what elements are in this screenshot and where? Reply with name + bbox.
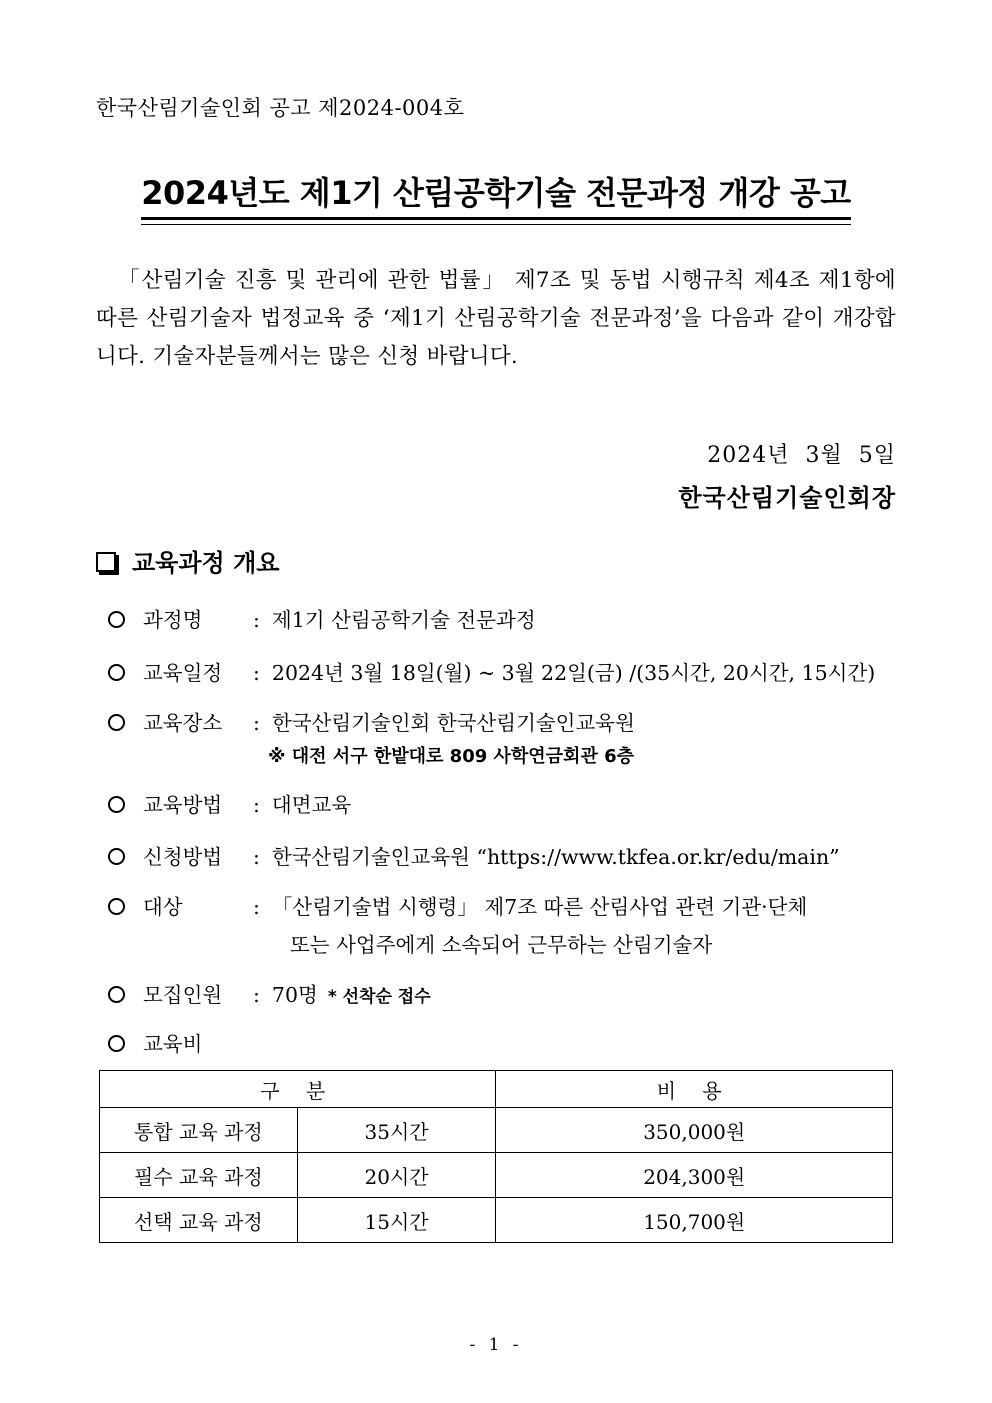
circle-bullet-icon xyxy=(108,796,125,813)
item-colon: : xyxy=(253,608,260,632)
item-application xyxy=(108,840,840,870)
header-cost: 비 용 xyxy=(496,1071,893,1108)
circle-bullet-icon xyxy=(108,1035,125,1052)
table-row xyxy=(100,1108,893,1153)
circle-bullet-icon xyxy=(108,848,125,865)
section-title: 교육과정 개요 xyxy=(132,549,280,577)
location-address: ※ 대전 서구 한밭대로 809 사학연금회관 6층 xyxy=(268,746,635,767)
item-colon: : xyxy=(253,983,260,1007)
fee-table-header xyxy=(100,1071,893,1108)
checkbox-square-icon xyxy=(96,552,116,572)
item-colon: : xyxy=(253,845,260,869)
item-location xyxy=(108,706,635,736)
item-colon: : xyxy=(253,661,260,685)
title-block xyxy=(0,168,992,220)
item-colon: : xyxy=(253,793,260,817)
item-method xyxy=(108,788,351,818)
capacity-note: * 선착순 접수 xyxy=(327,987,431,1007)
item-colon: : xyxy=(253,895,260,919)
item-value: 70명 xyxy=(271,983,318,1007)
circle-bullet-icon xyxy=(108,664,125,681)
item-fee xyxy=(108,1027,243,1057)
notice-number: 한국산림기술인회 공고 제2024-004호 xyxy=(96,96,465,120)
cell-course: 필수 교육 과정 xyxy=(100,1153,298,1198)
circle-bullet-icon xyxy=(108,611,125,628)
cell-cost: 150,700원 xyxy=(496,1198,893,1243)
item-capacity xyxy=(108,978,431,1008)
circle-bullet-icon xyxy=(108,714,125,731)
header-category: 구 분 xyxy=(100,1071,496,1108)
signer: 한국산림기술인회장 xyxy=(678,483,896,512)
cell-cost: 350,000원 xyxy=(496,1108,893,1153)
item-value: 2024년 3월 18일(월) ~ 3월 22일(금) /(35시간, 20시간, 15시간) xyxy=(271,661,876,685)
table-row xyxy=(100,1198,893,1243)
table-row xyxy=(100,1153,893,1198)
cell-course: 통합 교육 과정 xyxy=(100,1108,298,1153)
notice-date: 2024년 3월 5일 xyxy=(707,443,896,468)
cell-hours: 35시간 xyxy=(297,1108,496,1153)
item-label: 대상 xyxy=(143,895,183,919)
item-label: 교육방법 xyxy=(143,793,223,817)
item-value: 대면교육 xyxy=(271,793,352,817)
item-label: 교육비 xyxy=(143,1032,203,1056)
cell-cost: 204,300원 xyxy=(496,1153,893,1198)
cell-hours: 20시간 xyxy=(297,1153,496,1198)
page-number: - 1 - xyxy=(469,1335,523,1355)
item-course-name xyxy=(108,603,536,633)
intro-paragraph: 「산림기술 진흥 및 관리에 관한 법률」 제7조 및 동법 시행규칙 제4조 제1항에 따른 산림기술자 법정교육 중 ‘제1기 산림공학기술 전문과정’을 다음과 같이 개강합니다. 기술자분들께서는 많은 신청 바랍니다. xyxy=(96,268,896,369)
section-heading xyxy=(96,543,279,578)
item-target xyxy=(108,890,807,920)
item-colon: : xyxy=(253,711,260,735)
item-label: 신청방법 xyxy=(143,845,223,869)
item-label: 모집인원 xyxy=(143,983,223,1007)
item-label: 과정명 xyxy=(143,608,203,632)
cell-course: 선택 교육 과정 xyxy=(100,1198,298,1243)
item-label: 교육일정 xyxy=(143,661,223,685)
cell-hours: 15시간 xyxy=(297,1198,496,1243)
fee-table xyxy=(99,1070,893,1243)
item-label: 교육장소 xyxy=(143,711,223,735)
page-title: 2024년도 제1기 산림공학기술 전문과정 개강 공고 xyxy=(141,168,850,220)
circle-bullet-icon xyxy=(108,986,125,1003)
target-continuation: 또는 사업주에게 소속되어 근무하는 산림기술자 xyxy=(290,933,713,957)
item-value: 한국산림기술인회 한국산림기술인교육원 xyxy=(271,711,635,735)
item-value: 제1기 산림공학기술 전문과정 xyxy=(271,608,536,632)
item-value: 한국산림기술인교육원 “https://www.tkfea.or.kr/edu/main” xyxy=(271,845,840,869)
circle-bullet-icon xyxy=(108,898,125,915)
item-value: 「산림기술법 시행령」 제7조 따른 산림사업 관련 기관·단체 xyxy=(271,895,808,919)
item-schedule xyxy=(108,656,875,686)
